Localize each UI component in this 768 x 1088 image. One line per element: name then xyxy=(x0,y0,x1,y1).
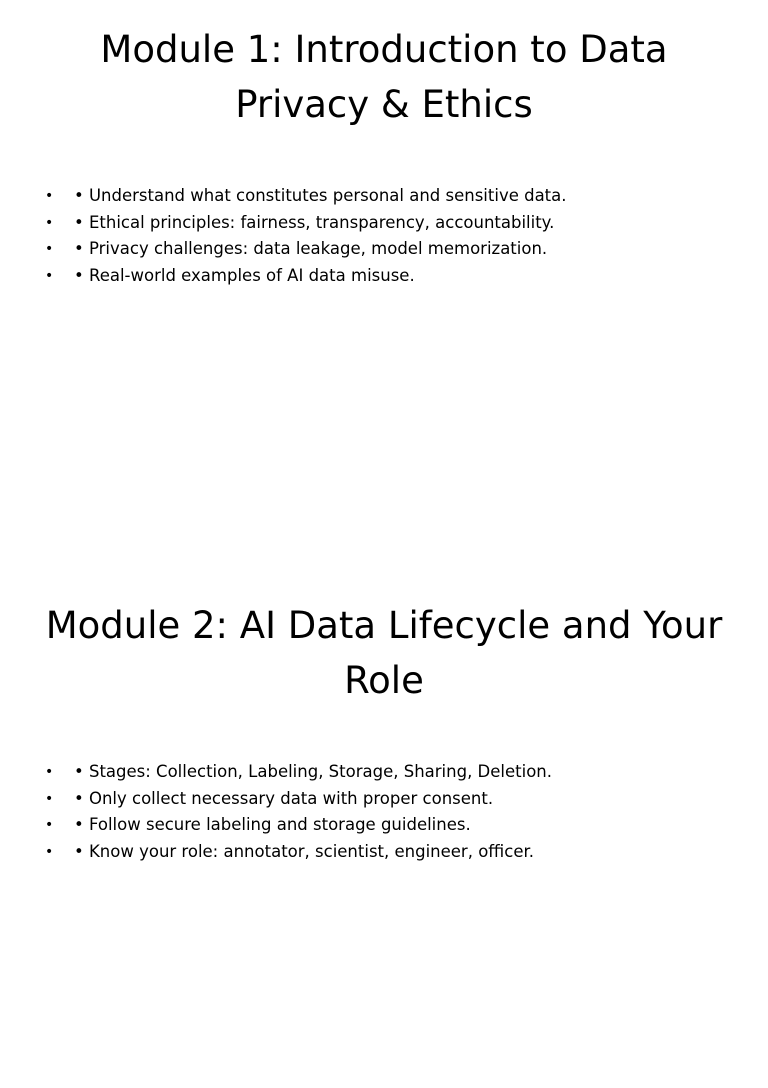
bullet-marker: • xyxy=(45,188,54,204)
bullet-item xyxy=(40,263,730,290)
bullet-marker: • xyxy=(45,214,54,231)
bullet-marker: • xyxy=(45,843,54,860)
bullet-list xyxy=(40,759,730,865)
bullet-text: • Real-world examples of AI data misuse. xyxy=(74,265,415,285)
slide-title: Module 1: Introduction to Data Privacy & Ethics xyxy=(100,28,668,126)
bullet-text: • Ethical principles: fairness, transparency, accountability. xyxy=(74,212,555,232)
bullet-text: • Privacy challenges: data leakage, model memorization. xyxy=(74,239,548,258)
bullet-marker: • xyxy=(45,267,54,284)
bullet-item xyxy=(40,839,730,866)
bullet-text: • Know your role: annotator, scientist, engineer, officer. xyxy=(74,841,534,861)
bullet-item xyxy=(40,812,730,839)
bullet-text: • Only collect necessary data with proper consent. xyxy=(74,788,494,808)
bullet-marker: • xyxy=(45,241,54,257)
bullet-marker: • xyxy=(45,790,54,807)
bullet-item xyxy=(40,183,730,210)
slide-title: Module 2: AI Data Lifecycle and Your Role xyxy=(45,604,723,702)
bullet-text: • Follow secure labeling and storage guidelines. xyxy=(74,815,471,834)
bullet-marker: • xyxy=(45,764,54,780)
slide-module-2 xyxy=(0,576,768,1088)
bullet-text: • Stages: Collection, Labeling, Storage, Sharing, Deletion. xyxy=(74,762,553,781)
bullet-item xyxy=(40,759,730,786)
bullet-text: • Understand what constitutes personal and sensitive data. xyxy=(74,186,567,205)
bullet-item xyxy=(40,210,730,237)
bullet-marker: • xyxy=(45,817,54,833)
bullet-item xyxy=(40,786,730,813)
slide-module-1 xyxy=(0,0,768,512)
bullet-list xyxy=(40,183,730,289)
bullet-item xyxy=(40,236,730,263)
